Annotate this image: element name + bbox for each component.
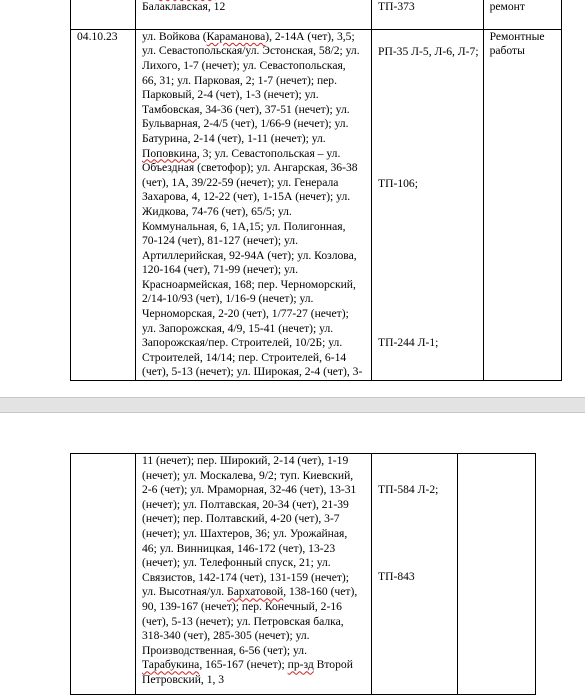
spellcheck-word: Караманова bbox=[206, 29, 266, 43]
table-row bbox=[71, 0, 562, 29]
substation-cell bbox=[372, 454, 458, 695]
substation-label: ТП-244 Л-1; bbox=[378, 335, 439, 349]
address-cell: Балаклавская, 12 bbox=[136, 0, 372, 29]
work-type-cell: ремонт bbox=[483, 0, 561, 29]
table-row bbox=[71, 29, 562, 380]
address-cell: ул. Войкова (Караманова), 2-14А (чет), 3,5; ул. Севастопольская/ул. Эстонская, 58/2; ул. Лихого, 1-7 (нечет); ул. Севастопольская, 66, 31; ул. Парковая, 2; 1-7 (нечет); пер. Парковый, 2-4 (чет), 1-3 (нечет); ул. Тамбовская, 34-36 (чет), 37-51 (нечет); ул. Бульварная, 2-4/5 (чет), 1/66-9 (нечет); ул. Батурина, 2-14 (чет), 1-11 (нечет); ул. Поповкина, 3; ул. Севастопольская – ул. Объездная (светофор); ул. Ангарская, 36-38 (чет), 1А, 39/22-59 (нечет); ул. Генерала Захарова, 4, 12-22 (чет), 1-15А (нечет); ул. Жидкова, 74-76 (чет), 65/5; ул. Коммунальная, 6, 1А,15; ул. Полигонная, 70-124 (чет), 81-127 (нечет); ул. Артиллерийская, 92-94А (чет); ул. Козлова, 120-164 (чет), 71-99 (нечет); ул. Красноармейская, 168; пер. Черноморский, 2/14-10/93 (чет), 1/16-9 (нечет); ул. Черноморская, 2-20 (чет), 1/77-27 (нечет); ул. Запорожская, 4/9, 15-41 (нечет); ул. Запорожская/пер. Строителей, 10/2Б; ул. Строителей, 14/14; пер. Строителей, 6-14 (чет), 5-13 (нечет); ул. Широкая, 2-4 (чет), 3- bbox=[136, 29, 372, 380]
address-cell: 11 (нечет); пер. Широкий, 2-14 (чет), 1-19 (нечет); ул. Москалева, 9/2; туп. Киевский, 2-6 (чет); ул. Мраморная, 32-46 (чет), 13-31 (нечет); ул. Полтавская, 20-34 (чет), 21-39 (нечет); пер. Полтавский, 4-20 (чет), 3-7 (нечет); ул. Шахтеров, 36; ул. Урожайная, 46; ул. Винницкая, 146-172 (чет), 13-23 (нечет); ул. Телефонный спуск, 21; ул. Связистов, 142-174 (чет), 131-159 (нечет); ул. Высотная/ул. Бархатовой, 138-160 (чет), 90, 139-167 (нечет); пер. Конечный, 2-16 (чет), 5-13 (нечет); ул. Петровская балка, 318-340 (чет), 285-305 (нечет); ул. Производственная, 6-56 (чет); ул. Тарабукина, 165-167 (нечет); пр-зд Второй Петровский, 1, 3 bbox=[136, 454, 372, 695]
outage-table-page-1 bbox=[70, 0, 562, 381]
outage-table-page-2 bbox=[70, 453, 536, 695]
spellcheck-word: пр-зд bbox=[287, 658, 314, 672]
work-type-cell: Ремонтные работы bbox=[483, 29, 561, 380]
substation-label: ТП-584 Л-2; bbox=[378, 482, 439, 496]
date-cell bbox=[71, 454, 136, 695]
page-gap bbox=[0, 398, 585, 412]
date-cell: 04.10.23 bbox=[71, 29, 136, 380]
document-page-2 bbox=[0, 412, 585, 686]
substation-cell bbox=[372, 0, 484, 29]
substation-label: ТП-373 bbox=[378, 0, 415, 13]
spellcheck-word: Тарабукина bbox=[142, 658, 200, 672]
substation-cell bbox=[372, 29, 484, 380]
substation-label: ТП-106; bbox=[378, 176, 418, 190]
work-type-cell bbox=[458, 454, 536, 695]
substation-label: ТП-843 bbox=[378, 569, 415, 583]
date-cell bbox=[71, 0, 136, 29]
table-row bbox=[71, 454, 536, 695]
spellcheck-word: Бархатовой bbox=[227, 585, 284, 599]
substation-label: РП-35 Л-5, Л-6, Л-7; bbox=[378, 45, 479, 59]
spellcheck-word: Поповкина bbox=[142, 146, 197, 160]
